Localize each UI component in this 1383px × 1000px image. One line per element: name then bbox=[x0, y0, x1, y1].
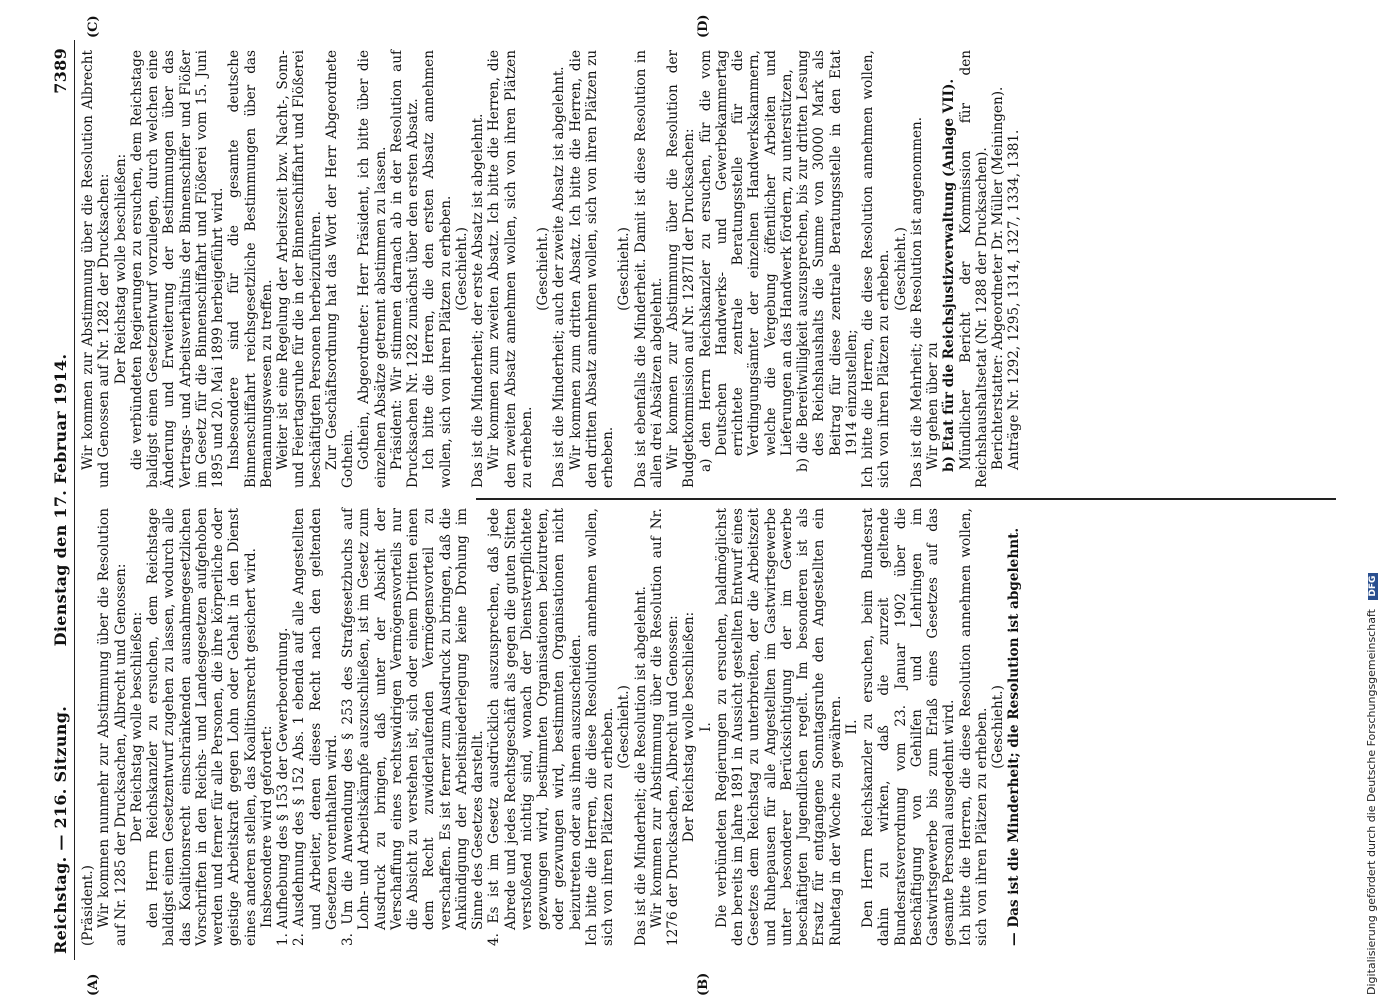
page-number: 7389 bbox=[51, 48, 70, 94]
digitization-credit bbox=[1365, 5, 1379, 995]
paragraph: Das ist die Minderheit; auch der zweite Absatz ist abgelehnt. bbox=[551, 66, 568, 488]
credit-text: Digitalisierung gefördert durch die Deutsche Forschungsgemeinschaft bbox=[1365, 609, 1378, 995]
list-item: 3. Um die Anwendung des § 253 des Strafgesetzbuchs auf Lohn- und Arbeitskämpfe auszuschließen, ist im Gesetz zum Ausdruck zu bringen, daß unter der Absicht der Verschaffung eines rechtswidrigen Vermögensvorteils nur die Absicht zu verstehen ist, sich oder einem Dritten einen dem Recht zuwiderlaufenden Vermögensvorteil zu verschaffen. Es ist ferner zum Ausdruck zu bringen, daß die Ankündigung der Arbeitsniederlegung keine Drohung im Sinne des Gesetzes darstellt. bbox=[340, 508, 486, 946]
speech: Gothein, Abgeordneter: Herr Präsident, ich bitte über die einzelnen Absätze getrennt abstimmen zu lassen. bbox=[356, 50, 389, 488]
paragraph: Insbesondere wird gefordert: bbox=[258, 725, 275, 928]
speech: Präsident: Wir stimmen darnach ab in der Resolution auf Drucksachen Nr. 1282 zunächst über den ersten Absatz. bbox=[388, 50, 421, 488]
paragraph: Wir kommen zur Abstimmung über die Resolution Albrecht und Genossen auf Nr. 1282 der Drucksachen: bbox=[80, 50, 113, 488]
resolution-text: den Herrn Reichskanzler zu ersuchen, dem Reichstage baldigst einen Gesetzentwurf zugehen zu lassen, wodurch alle das Koalitionsrecht einschränkenden ausnahmegesetzlichen Vorschriften in den Reichs- und Landesgesetzen aufgehoben werden und ferner für alle Personen, die ihre körperliche oder geistige Arbeitskraft gegen Lohn oder Gehalt in den Dienst eines anderen stellen, das Koalitionsrecht gesichert wird. bbox=[145, 508, 259, 946]
stage-direction: (Geschieht.) bbox=[453, 227, 470, 311]
margin-marker-d: (D) bbox=[696, 14, 711, 38]
stage-direction: (Geschieht.) bbox=[616, 227, 633, 311]
paragraph: Das ist die Minderheit; der erste Absatz ist abgelehnt. bbox=[470, 113, 486, 488]
paragraph: Wir kommen nunmehr zur Abstimmung über die Resolution auf Nr. 1285 der Drucksachen, Albrecht und Genossen: bbox=[96, 508, 129, 946]
list-item: 1. Aufhebung des § 153 der Gewerbeordnung. bbox=[275, 627, 291, 946]
paragraph: Berichterstatter: Abgeordneter Dr. Müller (Meiningen). bbox=[990, 86, 1006, 470]
paragraph: Der Reichstag wolle beschließen: bbox=[112, 153, 129, 385]
margin-marker-b: (B) bbox=[696, 972, 711, 996]
paragraph: Der Reichstag wolle beschließen: bbox=[681, 611, 698, 843]
paragraph: Wir gehen über zu bbox=[925, 342, 941, 470]
paragraph: Ich bitte die Herren, die diese Resolution annehmen wollen, sich von ihren Plätzen zu erheben. bbox=[583, 508, 616, 946]
list-item: a) den Herrn Reichskanzler zu ersuchen, für die vom Deutschen Handwerks- und Gewerbekammertag errichtete zentrale Beratungsstelle für die Verdingungsämter der einzelnen Handwerkskammern, welche die Vergebung öffentlicher Arbeiten und Lieferungen an das Handwerk fördern, zu unterstützen, bbox=[697, 50, 795, 472]
header-date: Dienstag den 17. Februar 1914. bbox=[51, 353, 70, 647]
paragraph: Das ist die Minderheit; die Resolution ist abgelehnt. bbox=[632, 586, 649, 946]
right-column bbox=[80, 50, 1330, 488]
paragraph: Der Reichstag wolle beschließen: bbox=[128, 611, 145, 843]
resolution-text: Die verbündeten Regierungen zu ersuchen, baldmöglichst den bereits im Jahre 1891 in Aussicht gestellten Entwurf eines Gesetzes dem Reichstag zu unterbreiten, der die Arbeitszeit und Ruhepausen für alle Angestellten im Gastwirtsgewerbe unter besonderer Berücksichtigung der im Gewerbe beschäftigten Jugendlichen regelt. Im besonderen ist als Ersatz für entgangene Sonntagsruhe den Angestellten ein Ruhetag in der Woche zu gewähren. bbox=[713, 508, 844, 946]
stage-direction: (Geschieht.) bbox=[892, 227, 909, 311]
paragraph: Wir kommen zur Abstimmung über die Resolution auf Nr. 1276 der Drucksachen, Albrecht und Genossen: bbox=[648, 508, 681, 946]
paragraph: Das ist ebenfalls die Minderheit. Damit ist diese Resolution in allen drei Absätzen abgelehnt. bbox=[632, 50, 665, 488]
stage-direction: (Geschieht.) bbox=[990, 685, 1006, 769]
paragraph: Wir kommen zum zweiten Absatz. Ich bitte die Herren, die den zweiten Absatz annehmen wollen, sich von ihren Plätzen zu erheben. bbox=[486, 50, 535, 488]
paragraph: Insbesondere sind für die gesamte deutsche Binnenschiffahrt reichsgesetzliche Bestimmungen über das Bemannungswesen zu treffen. bbox=[226, 50, 275, 488]
page-header bbox=[46, 40, 75, 960]
list-item: 2. Ausdehnung des § 152 Abs. 1 ebenda auf alle Angestellten und Arbeiter, denen dieses Recht nach den geltenden Gesetzen vorenthalten wird. bbox=[291, 508, 340, 946]
paragraph: Ich bitte die Herren, die diese Resolution annehmen wollen, sich von ihren Plätzen zu erheben. bbox=[957, 508, 990, 946]
agenda-item: b) Etat für die Reichsjustizverwaltung (Anlage VII). bbox=[941, 78, 958, 472]
left-column bbox=[80, 508, 1330, 946]
paragraph: Wir kommen zum dritten Absatz. Ich bitte die Herren, die den dritten Absatz annehmen wollen, sich von ihren Plätzen zu erheben. bbox=[567, 50, 616, 488]
resolution-text: Den Herrn Reichskanzler zu ersuchen, beim Bundesrat dahin zu wirken, daß die zurzeit geltende Bundesratsverordnung vom 23. Januar 1902 über die Beschäftigung von Gehilfen und Lehrlingen im Gastwirtsgewerbe bis zum Erlaß eines Gesetzes auf das gesamte Personal ausgedehnt wird. bbox=[860, 508, 958, 946]
document-page bbox=[46, 14, 1341, 996]
paragraph: — Das ist die Minderheit; die Resolution ist abgelehnt. bbox=[1006, 527, 1023, 946]
list-item: 4. Es ist im Gesetz ausdrücklich auszusprechen, daß jede Abrede und jedes Rechtsgeschäft als gegen die guten Sitten verstoßend nichtig sind, wonach der Dienstverpflichtete gezwungen wird, bestimmten Organisationen beizutreten, oder gezwungen wird, bestimmten Organisationen nicht beizutreten oder aus ihnen auszuscheiden. bbox=[486, 508, 584, 946]
section-numeral: II. bbox=[843, 719, 860, 735]
header-left: Reichstag. — 216. Sitzung. bbox=[51, 705, 70, 954]
paragraph: Wir kommen zur Abstimmung über die Resolution der Budgetkommission auf Nr. 1287II der Drucksachen: bbox=[665, 50, 698, 488]
paragraph: Zur Geschäftsordnung hat das Wort der Herr Abgeordnete Gothein. bbox=[323, 50, 356, 488]
paragraph: Mündlicher Bericht der Kommission für den Reichshaushaltsetat (Nr. 1288 der Drucksachen). bbox=[957, 50, 990, 488]
stage-direction: (Geschieht.) bbox=[535, 227, 551, 311]
list-item: b) die Bereitwilligkeit auszusprechen, bis zur dritten Lesung des Reichshaushalts die Summe von 30000 Mark als Beitrag für diese zentrale Beratungsstelle in den Etat 1914 einzustellen; bbox=[795, 50, 860, 472]
paragraph: Ich bitte die Herren, die den ersten Absatz annehmen wollen, sich von ihren Plätzen zu erheben. bbox=[421, 50, 454, 488]
paragraph: Anträge Nr. 1292, 1295, 1314, 1327, 1334, 1381. bbox=[1006, 129, 1023, 470]
section-numeral: I. bbox=[697, 722, 714, 732]
dfg-logo: DFG bbox=[1368, 573, 1378, 600]
speaker-label: (Präsident.) bbox=[80, 865, 96, 946]
paragraph: Das ist die Mehrheit; die Resolution ist angenommen. bbox=[908, 116, 925, 488]
paragraph: Weiter ist eine Regelung der Arbeitszeit bzw. Nacht-, Sonn- und Feiertagsruhe für die in der Binnenschiffahrt und Flößerei beschäftigten Personen herbeizuführen. bbox=[275, 50, 324, 488]
resolution-text: die verbündeten Regierungen zu ersuchen, dem Reichstage baldigst einen Gesetzentwurf vorzulegen, durch welchen eine Änderung und Erweiterung der Bestimmungen über das Vertrags- und Arbeitsverhältnis der Binnenschiffer und Flößer im Gesetz für die Binnenschiffahrt und Flößerei vom 15. Juni 1895 und 20. Mai 1899 herbeigeführt wird. bbox=[128, 50, 226, 488]
margin-marker-a: (A) bbox=[86, 973, 101, 996]
stage-direction: (Geschieht.) bbox=[616, 685, 633, 769]
margin-marker-c: (C) bbox=[86, 15, 101, 38]
column-rule bbox=[476, 499, 1336, 501]
paragraph: Ich bitte die Herren, die diese Resolution annehmen wollen, sich von ihren Plätzen zu erheben. bbox=[860, 50, 893, 488]
